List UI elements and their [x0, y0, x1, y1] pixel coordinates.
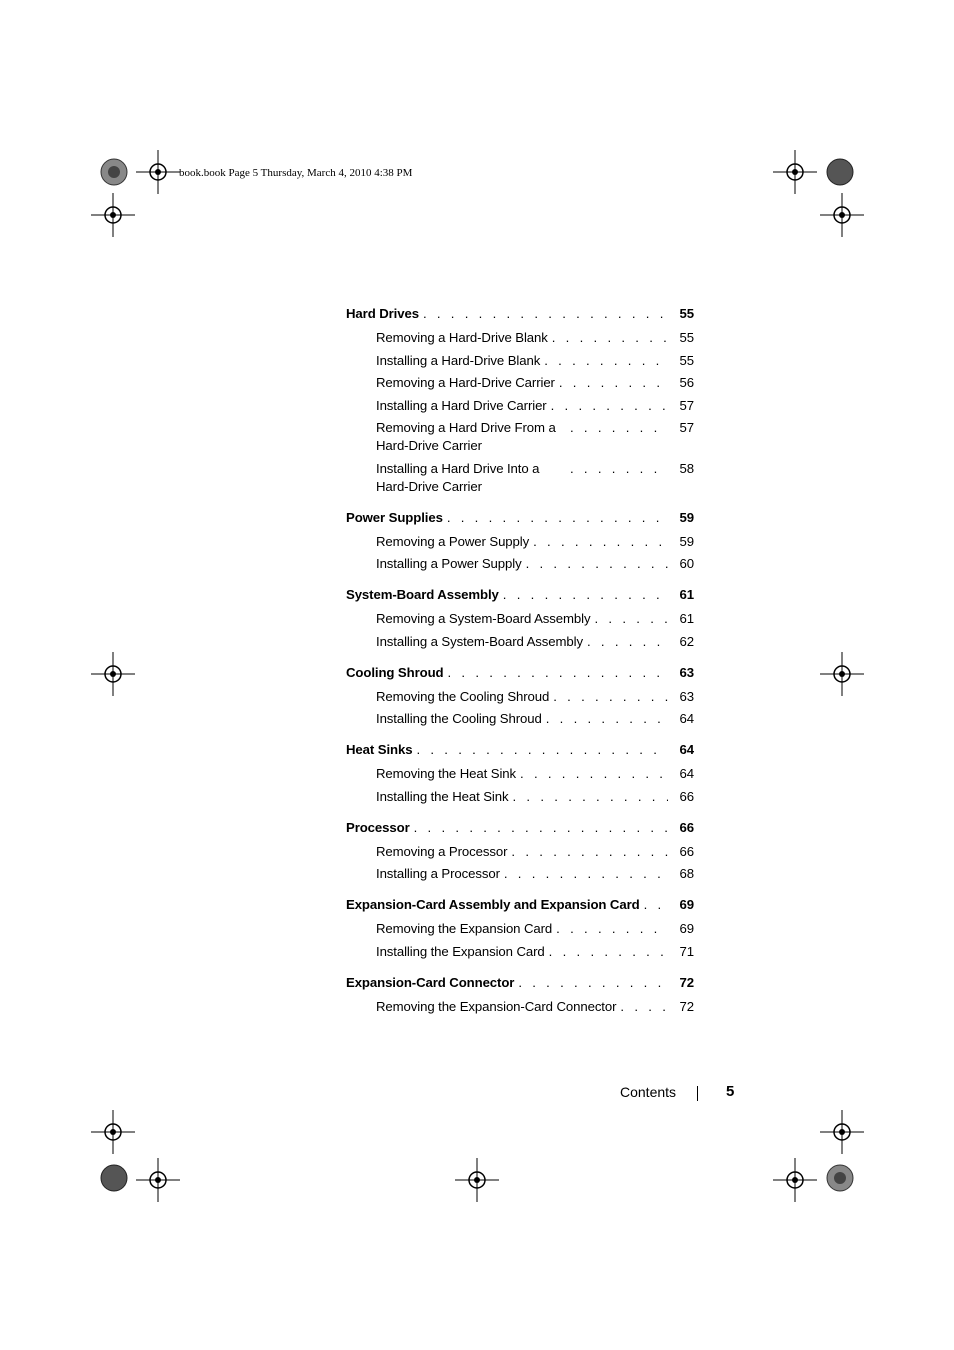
toc-entry-title: Removing the Expansion-Card Connector	[376, 998, 617, 1014]
toc-subentry[interactable]	[346, 633, 694, 651]
dot-leader	[556, 920, 667, 938]
dot-leader	[620, 998, 667, 1016]
toc-subentry[interactable]	[346, 710, 694, 728]
toc-entry-title: Installing a Processor	[376, 866, 500, 881]
toc-page-number: 55	[679, 352, 694, 368]
toc-entry-title: Installing a Hard-Drive Blank	[376, 352, 541, 368]
toc-subentry[interactable]	[346, 843, 694, 861]
dot-leader	[546, 710, 668, 728]
toc-entry[interactable]	[346, 664, 694, 682]
registration-mark-icon	[136, 150, 180, 194]
toc-page-number: 56	[679, 375, 694, 390]
registration-mark-icon	[820, 652, 864, 696]
table-of-contents	[346, 305, 694, 1029]
toc-page-number: 60	[679, 556, 694, 571]
page-footer	[620, 1083, 735, 1100]
toc-section	[346, 509, 694, 574]
dot-leader	[549, 943, 668, 961]
toc-entry-title: Expansion-Card Assembly and Expansion Card	[346, 897, 640, 912]
toc-section	[346, 974, 694, 1016]
registration-mark-icon	[455, 1158, 499, 1202]
toc-page-number: 59	[679, 509, 694, 525]
toc-page-number: 63	[679, 688, 694, 704]
toc-subentry[interactable]	[346, 610, 694, 628]
toc-page-number: 69	[679, 921, 694, 936]
toc-subentry[interactable]	[346, 460, 694, 496]
dot-leader	[552, 329, 668, 347]
toc-page-number: 61	[679, 587, 694, 602]
toc-entry-title: Removing a Hard-Drive Carrier	[376, 375, 555, 390]
page-number: 5	[726, 1083, 735, 1100]
toc-page-number: 72	[679, 998, 694, 1014]
dot-leader	[644, 896, 668, 914]
registration-mark-icon	[91, 1110, 135, 1154]
toc-entry-title: Installing the Cooling Shroud	[376, 711, 542, 726]
dot-leader	[594, 610, 667, 628]
toc-entry-title: Installing a Power Supply	[376, 556, 522, 571]
toc-entry-title: Power Supplies	[346, 509, 443, 525]
toc-entry-title: Installing the Heat Sink	[376, 788, 509, 804]
toc-page-number: 62	[679, 633, 694, 649]
dot-leader	[587, 633, 668, 651]
toc-section	[346, 819, 694, 884]
toc-entry-title: Installing a Hard Drive Into a Hard-Drive Carrier	[376, 460, 540, 494]
dot-leader	[503, 586, 668, 604]
toc-entry[interactable]	[346, 741, 694, 759]
toc-entry-title: Removing the Expansion Card	[376, 921, 553, 936]
toc-page-number: 66	[679, 819, 694, 835]
toc-subentry[interactable]	[346, 374, 694, 392]
dot-leader	[544, 352, 667, 370]
dot-leader	[526, 555, 668, 573]
dot-leader	[570, 460, 668, 478]
color-bar-dot-icon	[100, 158, 128, 186]
toc-entry-title: Installing a Hard Drive Carrier	[376, 397, 547, 413]
registration-mark-icon	[773, 1158, 817, 1202]
toc-subentry[interactable]	[346, 329, 694, 347]
toc-subentry[interactable]	[346, 533, 694, 551]
toc-page-number: 59	[679, 533, 694, 549]
registration-mark-icon	[91, 652, 135, 696]
toc-page-number: 69	[679, 897, 694, 912]
toc-entry-title: Installing the Expansion Card	[376, 943, 545, 959]
dot-leader	[553, 688, 667, 706]
toc-section	[346, 896, 694, 961]
toc-page-number: 55	[679, 330, 694, 345]
registration-mark-icon	[136, 1158, 180, 1202]
toc-entry-title: System-Board Assembly	[346, 587, 499, 602]
toc-subentry[interactable]	[346, 765, 694, 783]
toc-entry-title: Cooling Shroud	[346, 664, 444, 680]
toc-entry-title: Removing a System-Board Assembly	[376, 611, 591, 626]
color-bar-dot-icon	[826, 1164, 854, 1192]
toc-subentry[interactable]	[346, 788, 694, 806]
toc-entry-title: Installing a System-Board Assembly	[376, 633, 583, 649]
toc-entry-title: Removing a Hard-Drive Blank	[376, 330, 548, 345]
toc-subentry[interactable]	[346, 688, 694, 706]
dot-leader	[520, 765, 668, 783]
toc-subentry[interactable]	[346, 920, 694, 938]
toc-entry-title: Hard Drives	[346, 306, 419, 321]
registration-mark-icon	[820, 1110, 864, 1154]
toc-entry[interactable]	[346, 896, 694, 914]
color-bar-dot-icon	[100, 1164, 128, 1192]
toc-entry-title: Removing the Cooling Shroud	[376, 688, 550, 704]
toc-page-number: 64	[679, 711, 694, 726]
toc-page-number: 58	[679, 460, 694, 476]
toc-page-number: 63	[679, 664, 694, 680]
toc-entry-title: Removing a Hard Drive From a Hard-Drive Carrier	[376, 420, 556, 453]
toc-page-number: 68	[679, 866, 694, 881]
dot-leader	[448, 664, 668, 682]
toc-page-number: 72	[679, 974, 694, 990]
toc-entry[interactable]	[346, 509, 694, 527]
toc-entry-title: Heat Sinks	[346, 742, 413, 757]
toc-page-number: 66	[679, 843, 694, 859]
color-bar-dot-icon	[826, 158, 854, 186]
toc-subentry[interactable]	[346, 419, 694, 455]
toc-page-number: 64	[679, 742, 694, 757]
toc-section	[346, 586, 694, 651]
dot-leader	[447, 509, 668, 527]
toc-subentry[interactable]	[346, 943, 694, 961]
footer-divider	[697, 1086, 698, 1101]
toc-entry-title: Processor	[346, 819, 410, 835]
footer-section-name: Contents	[620, 1084, 677, 1100]
toc-subentry[interactable]	[346, 352, 694, 370]
toc-entry-title: Removing a Power Supply	[376, 533, 530, 549]
toc-page-number: 61	[679, 611, 694, 626]
toc-entry[interactable]	[346, 974, 694, 992]
dot-leader	[511, 843, 667, 861]
toc-subentry[interactable]	[346, 397, 694, 415]
dot-leader	[416, 741, 667, 759]
toc-subentry[interactable]	[346, 998, 694, 1016]
dot-leader	[518, 974, 667, 992]
dot-leader	[423, 305, 668, 323]
toc-section	[346, 664, 694, 729]
toc-page-number: 64	[679, 766, 694, 781]
toc-page-number: 71	[679, 943, 694, 959]
registration-mark-icon	[820, 193, 864, 237]
toc-page-number: 55	[679, 306, 694, 321]
registration-mark-icon	[91, 193, 135, 237]
dot-leader	[551, 397, 668, 415]
toc-subentry[interactable]	[346, 865, 694, 883]
toc-page-number: 66	[679, 788, 694, 804]
dot-leader	[414, 819, 668, 837]
toc-subentry[interactable]	[346, 555, 694, 573]
toc-entry-title: Removing a Processor	[376, 843, 508, 859]
dot-leader	[559, 374, 668, 392]
toc-page-number: 57	[679, 397, 694, 413]
dot-leader	[533, 533, 667, 551]
dot-leader	[570, 419, 668, 437]
toc-entry[interactable]	[346, 819, 694, 837]
toc-entry[interactable]	[346, 586, 694, 604]
toc-section	[346, 305, 694, 496]
toc-section	[346, 741, 694, 806]
toc-entry-title: Removing the Heat Sink	[376, 766, 517, 781]
toc-entry-title: Expansion-Card Connector	[346, 974, 515, 990]
dot-leader	[504, 865, 668, 883]
toc-entry[interactable]	[346, 305, 694, 323]
dot-leader	[512, 788, 667, 806]
print-slug-line: book.book Page 5 Thursday, March 4, 2010 4:38 PM	[179, 167, 413, 179]
toc-page-number: 57	[679, 420, 694, 435]
registration-mark-icon	[773, 150, 817, 194]
